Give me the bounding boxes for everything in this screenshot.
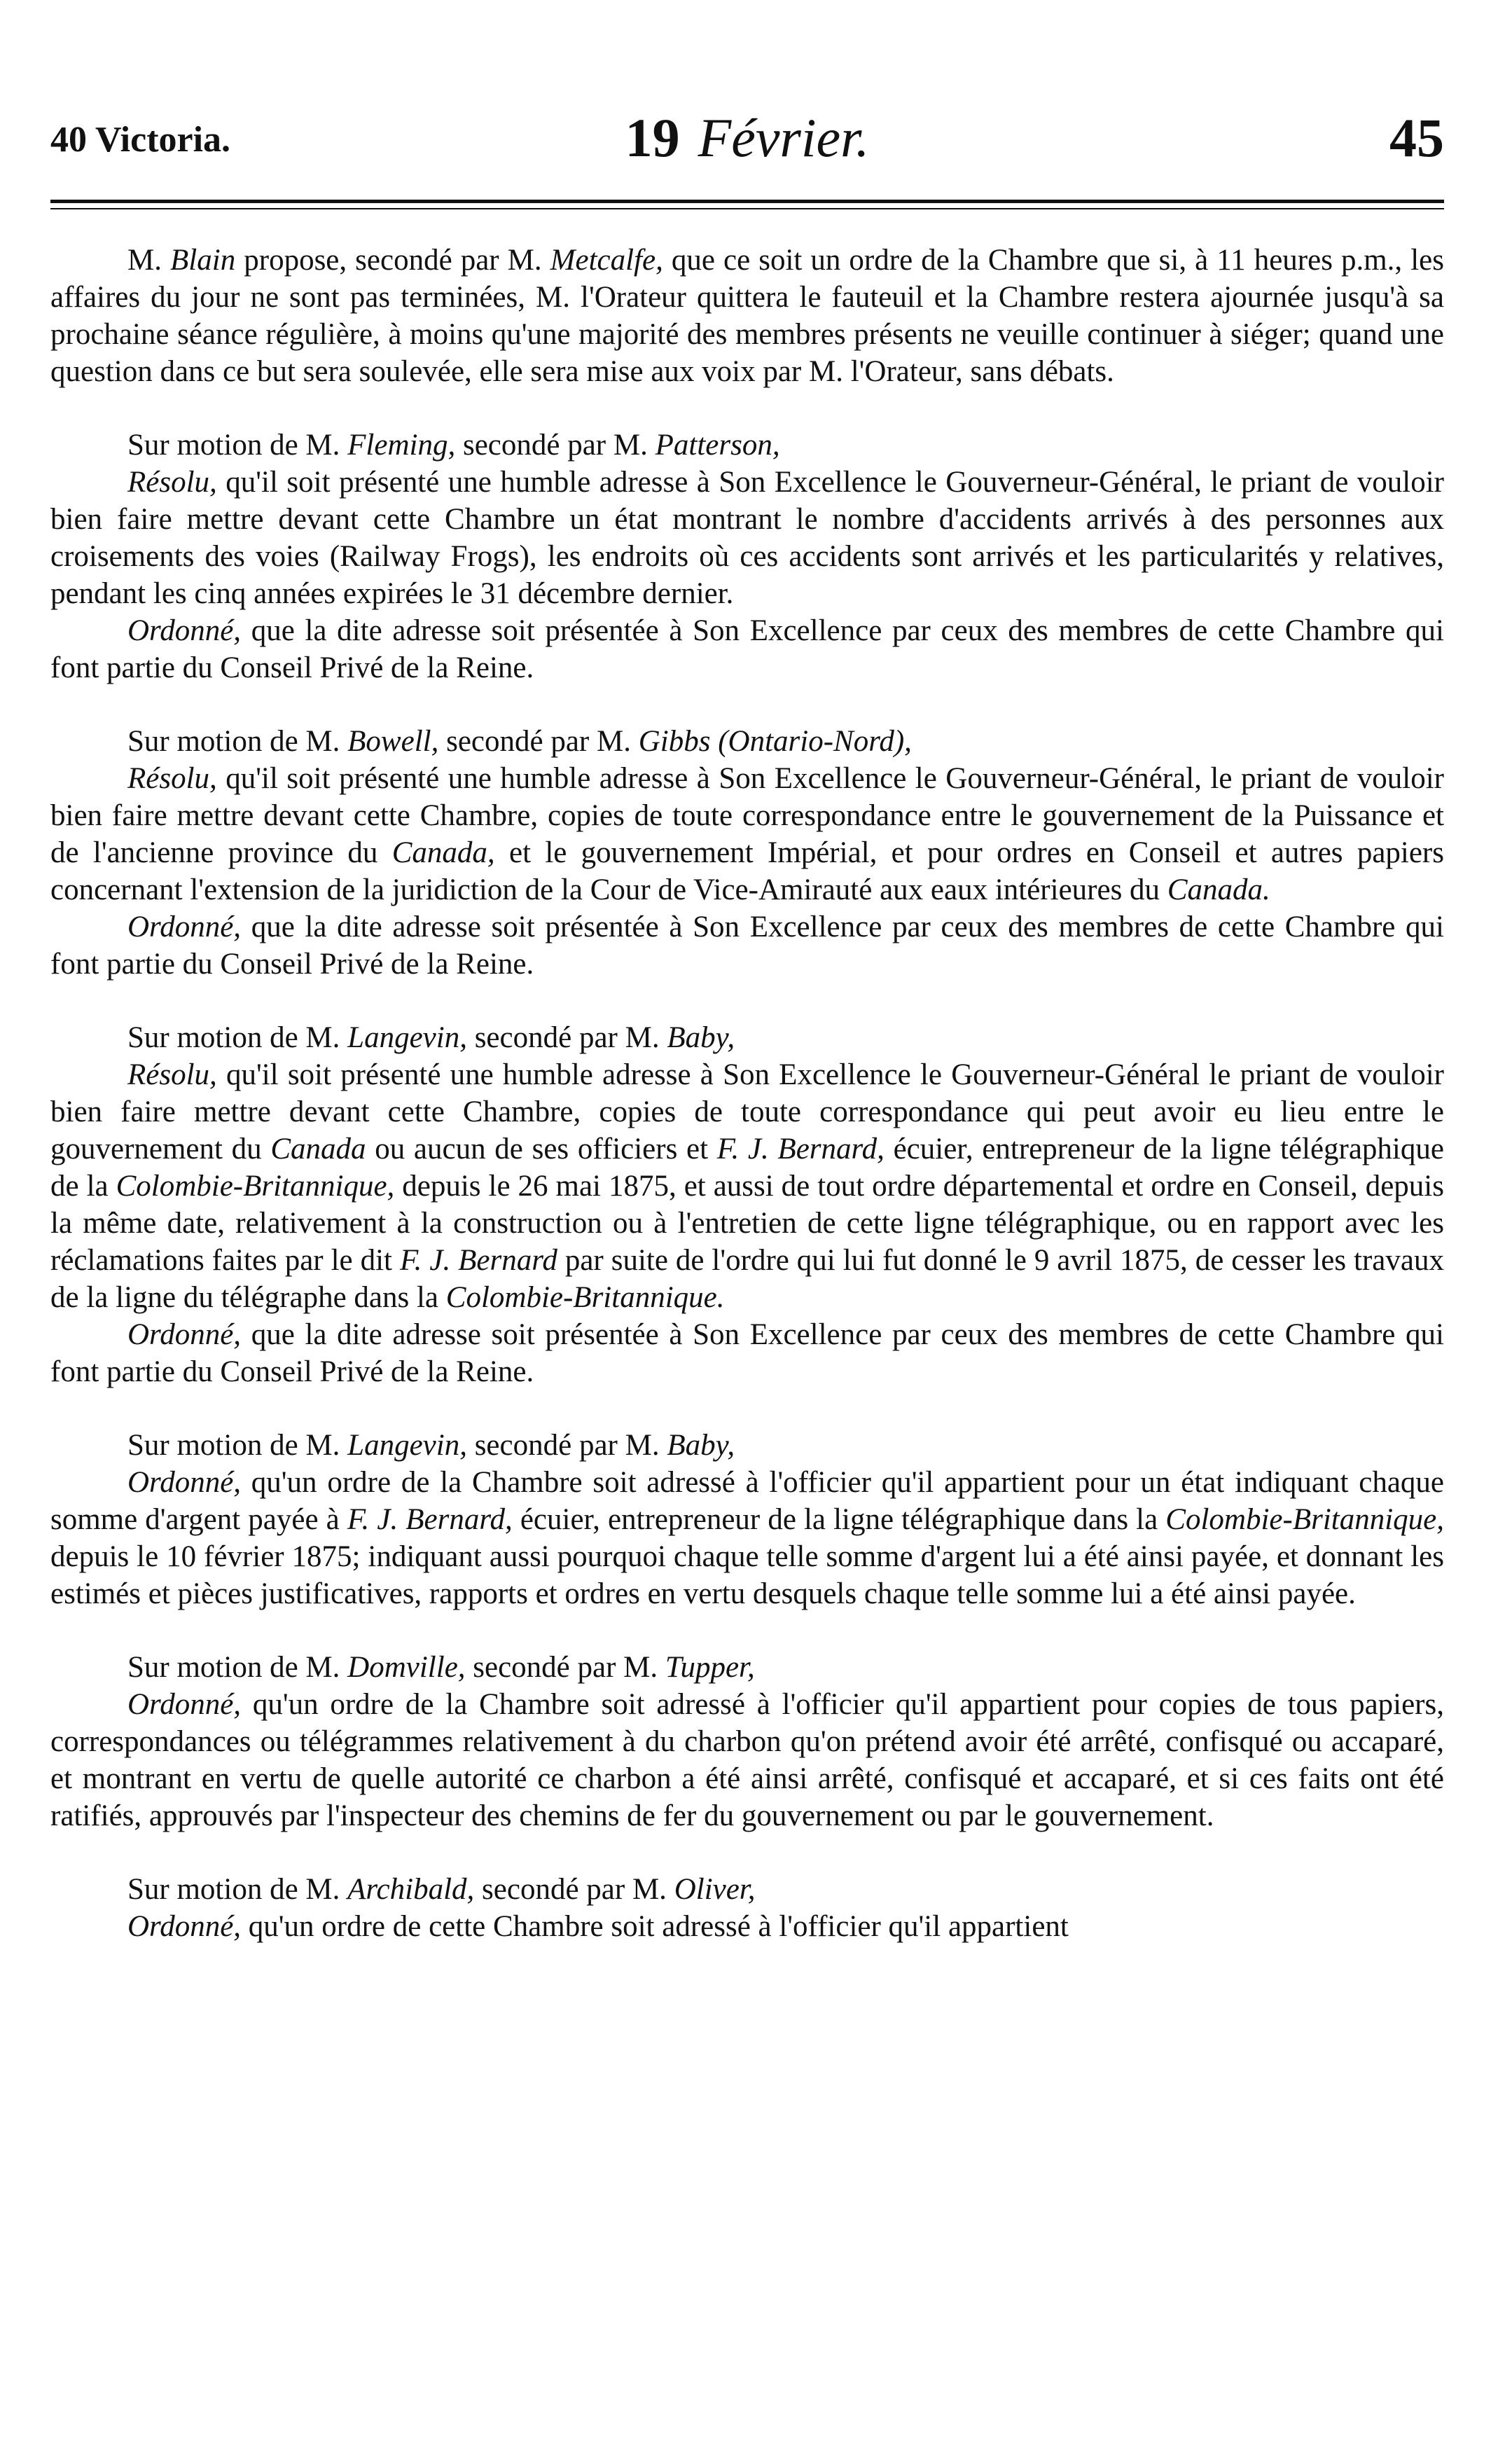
member-name: Bowell, bbox=[347, 725, 439, 758]
page-number: 45 bbox=[1389, 107, 1444, 168]
paragraph-bowell-motion: Sur motion de M. Bowell, secondé par M. Gibbs (Ontario-Nord), bbox=[127, 725, 912, 758]
order-text: Ordonné, que la dite adresse soit présentée à Son Excellence par ceux des membres de cette Chambre qui font partie du Conseil Privé de la Reine. bbox=[50, 614, 1444, 684]
member-name: Baby, bbox=[667, 1429, 735, 1462]
member-name: Fleming, bbox=[347, 429, 456, 462]
resolution-text: Résolu, qu'il soit présenté une humble adresse à Son Excellence le Gouverneur-Général, le priant de vouloir bien faire mettre devant cette Chambre, copies de toute correspondance entre le gouvernement de la Puissance et de l'ancienne province du Canada, et le gouvernement Impérial, et pour ordres en Conseil et autres papiers concernant l'extension de la juridiction de la Cour de Vice-Amirauté aux eaux intérieures du Canada. bbox=[50, 762, 1444, 906]
date-month: Février. bbox=[698, 107, 870, 168]
order-text: Ordonné, qu'un ordre de la Chambre soit adressé à l'officier qu'il appartient pour un état indiquant chaque somme d'argent payée à F. J. Bernard, écuier, entrepreneur de la ligne télégraphique dans la Colombie-Britannique, depuis le 10 février 1875; indiquant aussi pourquoi chaque telle somme d'argent lui a été ainsi payée, et donnant les estimés et pièces justificatives, rapports et ordres en vertu desquels chaque telle somme lui a été ainsi payée. bbox=[50, 1466, 1444, 1610]
member-name: Patterson, bbox=[655, 429, 780, 462]
paragraph-langevin-motion-1: Sur motion de M. Langevin, secondé par M. Baby, bbox=[127, 1021, 735, 1054]
member-name: Blain bbox=[170, 244, 236, 277]
riding-name: (Ontario-Nord), bbox=[710, 725, 912, 758]
member-name: Tupper, bbox=[665, 1651, 755, 1684]
date-day: 19 bbox=[625, 107, 680, 168]
paragraph-fleming-motion: Sur motion de M. Fleming, secondé par M. Patterson, bbox=[127, 429, 780, 462]
order-text: Ordonné, qu'un ordre de cette Chambre soit adressé à l'officier qu'il appartient bbox=[127, 1910, 1069, 1943]
order-text: Ordonné, qu'un ordre de la Chambre soit adressé à l'officier qu'il appartient pour copies de tous papiers, correspondances ou télégrammes relativement à du charbon qu'on prétend avoir été arrêté, confisqué ou accaparé, et montrant en vertu de quelle autorité ce charbon a été ainsi arrêté, confisqué et accaparé, et si ces faits ont été ratifiés, approuvés par l'inspecteur des chemins de fer du gouvernement ou par le gouvernement. bbox=[50, 1688, 1444, 1832]
header-rule-thin bbox=[50, 208, 1444, 209]
paragraph-blain-motion: M. Blain propose, secondé par M. Metcalfe, que ce soit un ordre de la Chambre que si, à 11 heures p.m., les affaires du jour ne sont pas terminées, M. l'Orateur quittera le fauteuil et la Chambre restera ajournée jusqu'à sa prochaine séance régulière, à moins qu'une majorité des membres présents ne veuille continuer à siéger; quand une question dans ce but sera soulevée, elle sera mise aux voix par M. l'Orateur, sans débats. bbox=[50, 244, 1444, 388]
resolution-text: Résolu, qu'il soit présenté une humble adresse à Son Excellence le Gouverneur-Général le priant de vouloir bien faire mettre devant cette Chambre, copies de toute correspondance qui peut avoir eu lieu entre le gouvernement du Canada ou aucun de ses officiers et F. J. Bernard, écuier, entrepreneur de la ligne télégraphique de la Colombie-Britannique, depuis le 26 mai 1875, et aussi de tout ordre départemental et ordre en Conseil, depuis la même date, relativement à la construction ou à l'entretien de cette ligne télégraphique, ou en rapport avec les réclamations faites par le dit F. J. Bernard par suite de l'ordre qui lui fut donné le 9 avril 1875, de cesser les travaux de la ligne du télégraphe dans la Colombie-Britannique. bbox=[50, 1058, 1444, 1314]
member-name: Domville, bbox=[347, 1651, 466, 1684]
member-name: Oliver, bbox=[674, 1873, 756, 1906]
header-rule-thick bbox=[50, 200, 1444, 203]
member-name: Langevin, bbox=[347, 1021, 467, 1054]
member-name: Baby, bbox=[667, 1021, 735, 1054]
member-name: Gibbs bbox=[638, 725, 711, 758]
paragraph-langevin-motion-2: Sur motion de M. Langevin, secondé par M. Baby, bbox=[127, 1429, 735, 1462]
order-text: Ordonné, que la dite adresse soit présentée à Son Excellence par ceux des membres de cette Chambre qui font partie du Conseil Privé de la Reine. bbox=[50, 1318, 1444, 1388]
paragraph-domville-motion: Sur motion de M. Domville, secondé par M. Tupper, bbox=[127, 1651, 755, 1684]
member-name: Archibald, bbox=[347, 1873, 475, 1906]
running-header bbox=[50, 98, 1444, 175]
date-heading bbox=[50, 106, 1444, 170]
paragraph-archibald-motion: Sur motion de M. Archibald, secondé par M. Oliver, bbox=[127, 1873, 756, 1906]
resolution-text: Résolu, qu'il soit présenté une humble adresse à Son Excellence le Gouverneur-Général, le priant de vouloir bien faire mettre devant cette Chambre un état montrant le nombre d'accidents arrivés à des personnes aux croisements des voies (Railway Frogs), les endroits où ces accidents sont arrivés et les particularités y relatives, pendant les cinq années expirées le 31 décembre dernier. bbox=[50, 466, 1444, 610]
proceedings-text bbox=[50, 242, 1444, 1945]
member-name: Langevin, bbox=[347, 1429, 467, 1462]
session-label: 40 Victoria. bbox=[50, 120, 231, 160]
member-name: Metcalfe, bbox=[550, 244, 663, 277]
order-text: Ordonné, que la dite adresse soit présentée à Son Excellence par ceux des membres de cette Chambre qui font partie du Conseil Privé de la Reine. bbox=[50, 911, 1444, 981]
